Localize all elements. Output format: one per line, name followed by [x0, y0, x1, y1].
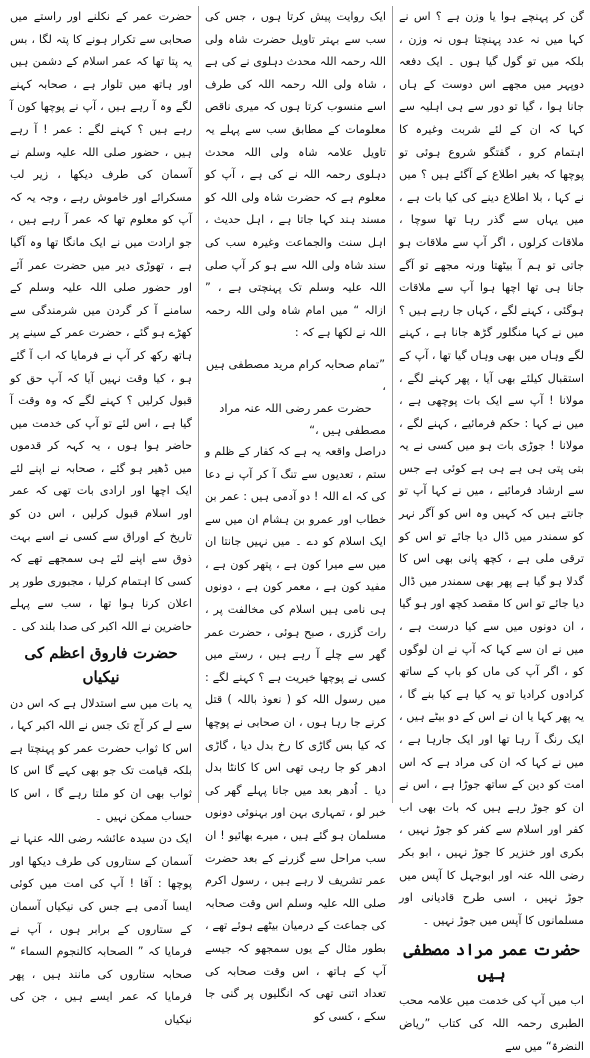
paragraph: حضرت عمر کے نکلنے اور راستے میں صحابی سے تکرار ہونے کا پتہ لگا ، بس یہ پتا تھا کہ عمر اسلام کے دشمن ہیں اور ہاتھ میں تلوار ہے ، صحابہ کہنے لگے وہ آ رہے ہیں ، آپ نے پوچھا کون آ رہے ہیں ؟ کہنے لگے : عمر ! آ رہے ہیں ، حضور صلی اللہ علیہ وسلم نے آسمان کی طرف دیکھا ، زیر لب مسکرائے اور خاموش رہے ، وجہ یہ کہ آپ کو معلوم تھا کہ عمر آ رہے ہیں ، جو ارادت میں نے ایک مانگا تھا وہ آگیا ہے ، تھوڑی دیر میں حضرت عمر آئے اور حضور صلی اللہ علیہ وسلم کے سامنے آ کر گردن میں شرمندگی سے کھڑے ہو گئے ، حضرت عمر کے سینے پر ہاتھ رکھ کر آپ نے فرمایا کہ اب آ گئے ہو ، کیا وقت نہیں آیا کہ آپ حق کو قبول کرلیں ؟ کہنے لگے کہ وہ وقت آ گیا ہے ، اس لئے تو آپ کی خدمت میں حاضر ہوا ہوں ، یہ کہہ کر قدموں میں ڈھیر ہو گئے ، صحابہ نے اپنے لئے ایک اچھا اور ارادی بات تھی کہ عمر اور اسلام قبول کرلیں ، اس دن کو تاریخ کے اوراق سے کسی نے اسے بہت ذوق سے اپنے لئے ہی سمجھے تھے کہ کسی کا اہتمام کرلیا ، مجبوری طور پر اعلان کرنا ہوا تھا ، سب سے پہلے حاضرین نے اللہ اکبر کی صدا بلند کی ۔: [10, 10, 192, 634]
section-heading-farooq-azam-nekiyan: حضرت فاروق اعظم کی نیکیاں: [24, 643, 178, 686]
column-left: [10, 6, 198, 1026]
column-middle: [199, 6, 392, 1023]
column-right: [393, 6, 584, 1053]
quote-line: حضرت عمر رضی اللہ عنہ مراد مصطفی ہیں ،“: [219, 400, 386, 437]
quote-line: ”تمام صحابہ کرام مرید مصطفی ہیں ،: [205, 356, 386, 393]
paragraph: گن کر پہنچے ہوا یا وزن ہے ؟ اس نے کہا میں نہ عدد پہنچتا ہوں نہ وزن ، بلکہ میں تو گول گیا ہوں ۔ ایک دفعہ دوپہر میں مجھے اس دوست کے ہاں جانا ہوا ، گیا تو دور سے ہی اہلیہ سے کہا کہ ان کے لئے شربت وغیرہ کا اہتمام کرو ، گفتگو شروع ہوئی تو پوچھا کہ بغیر اطلاع کے آگئے ہیں ؟ میں نے کہا ، بلا اطلاع دینے کی کیا بات ہے ، میں یہاں سے گذر رہا تھا سوچا ، ملاقات کرلوں ، اگر آپ سے ملاقات ہو جاتی تو ہم آ بیٹھتا ورنہ مجھے تو آگے جانا ہی تھا اچھا ہوا آپ سے ملاقات ہوگئی ، کہنے لگے ، کہاں جا رہے ہیں ؟ میں نے کہا منگلور گڑھ جانا ہے ، کہنے لگے وہاں میں بھی وہاں گیا تھا ، آپ کے استقبال کیلئے بھی آیا ، پھر کہنے لگے ، مولانا ! آپ سے ایک بات پوچھی ہے ، میں نے کہا : حکم فرمائیے ، کہنے لگے ، مولانا ! جوڑی بات ہو میں کسی نے یہ بتی پتی ہی ہے ہی ہے کوئی ہے جس سے ارشاد فرمائیے ، میں نے کہا آپ تو جانتے ہیں کہ کہیں وہ اس کو آگر نہر کو سمندر میں ڈال دیا جائے تو اس کو ترقی ملی ہے ، کچھ پانی بھی اس کا گدلا ہو گیا ہے پھر بھی سمندر میں ڈال دیا جائے تو اس کا مقصد کچھ اور ہو گیا ، ان دونوں میں سے کیا درست ہے ، میں نے ان سے کہا کہ آپ نے ان لوگوں کو ، اگر آپ کی ماں کو باپ کے ساتھ کرادوں کرادیا تو یہ کیا ہے کیا بنے گا ، یہ پھر کہا یا ان نے اس کے دو بیٹے ہیں ، ایک رنگ آ رہا تھا اور ایک جارہا ہے ، میں نے کہا کہ ان کی مراد ہے کہ اس امت کو دین کے ساتھ جوڑا ہے ، اس نے ان کو جوڑ رہے ہیں کہ بات بھی اب کفر اور اسلام سے کفر کو جوڑ نہیں ، بکری اور خنزیر کا جوڑ نہیں ، ابو بکر رضی اللہ عنہ اور ابوجہل کا آپس میں جوڑ نہیں ، اسی طرح قادیانی اور مسلمانوں کا آپس میں جوڑ نہیں ۔: [399, 10, 584, 927]
paragraph: ایک روایت پیش کرتا ہوں ، جس کی سب سے بہتر تاویل حضرت شاہ ولی اللہ رحمہ اللہ محدث دہلوی نے کی ہے ، شاہ ولی اللہ رحمہ اللہ کی طرف اسے منسوب کرتا ہوں کہ میری ناقص معلومات کے مطابق سب سے پہلے یہ تاویل علامہ شاہ ولی اللہ محدث دہلوی رحمہ اللہ نے کی ہے ، آپ کو معلوم ہے کہ حضرت شاہ ولی اللہ کو مسند ہند کہا جاتا ہے ، اہل حدیث ، اہل سنت والجماعت وغیرہ سب کی سند شاہ ولی اللہ سے ہو کر آپ صلی اللہ علیہ وسلم تک پہنچتی ہے ، ” ازالہ “ میں امام شاہ ولی اللہ رحمہ اللہ نے لکھا ہے کہ :: [205, 10, 386, 340]
section-heading-umar-murad-mustafa: حضرت عمر مراد مصطفی ہیں: [403, 940, 580, 984]
paragraph: ایک دن سیدہ عائشہ رضی اللہ عنہا نے آسمان کے ستاروں کی طرف دیکھا اور پوچھا : آقا ! آپ کی امت میں کوئی ایسا آدمی ہے جس کی نیکیاں آسمان کے ستاروں کے برابر ہوں ، آپ نے فرمایا کہ ” الصحابہ کالنجوم السماء “ صحابہ ستاروں کی مانند ہیں ، پھر فرمایا کہ عمر ایسے ہیں ، جن کی نیکیاں: [10, 832, 192, 1026]
paragraph: یہ بات میں سے استدلال ہے کہ اس دن سے لے کر آج تک جس نے اللہ اکبر کہا ، اس کا ثواب حضرت عمر کو پہنچتا ہے بلکہ قیامت تک جو بھی کہے گا اس کا ثواب بھی ان کو ملتا رہے گا ، اس کا حساب ممکن نہیں ۔: [10, 696, 192, 823]
paragraph: دراصل واقعہ یہ ہے کہ کفار کے ظلم و ستم ، تعدیوں سے تنگ آ کر آپ نے دعا کی کہ اے اللہ ! دو آدمی ہیں : عمر بن خطاب اور عمرو بن ہشام ان میں سے ایک اسلام کو دے ۔ میں نہیں جانتا ان میں سے میرا کون ہے ، پتھر کون ہے ، مفید کون ہے ، معمر کون ہے ، دونوں ہی نامی ہیں اسلام کی مخالفت پر ، رات گزری ، صبح ہوئی ، حضرت عمر گھر سے چلے آ رہے ہیں ، رستے میں کسی نے پوچھا خیریت ہے ؟ کہنے لگے : میں رسول اللہ کو ( نعوذ باللہ ) قتل کرنے جا رہا ہوں ، ان صحابی نے پوچھا کہ کیا بس گاڑی کا رخ بدل دیا ، گاڑی ادھر کو جا رہی تھی اس کا کانٹا بدل دیا ۔ اُدھر بعد میں جانا پہلے گھر کی خبر لو ، تمہاری بہن اور بہنوئی دونوں مسلمان ہو گئے ہیں ، میرے بھائیو ! ان سب مراحل سے گزرنے کے بعد حضرت عمر تشریف لا رہے ہیں ، رسول اکرم صلی اللہ علیہ وسلم اس وقت صحابہ کی جماعت کے درمیان بیٹھے ہوئے تھے ، بطور مثال کے یوں سمجھو کہ جیسے آپ کے ہاتھ ، اس وقت صحابہ کی تعداد اتنی تھی کہ انگلیوں پر گنی جا سکے ، کسی کو: [205, 444, 386, 1023]
paragraph: اب میں آپ کی خدمت میں علامہ محب الطبری رحمہ اللہ کی کتاب ”ریاض النضرۃ“ میں سے: [399, 994, 584, 1053]
